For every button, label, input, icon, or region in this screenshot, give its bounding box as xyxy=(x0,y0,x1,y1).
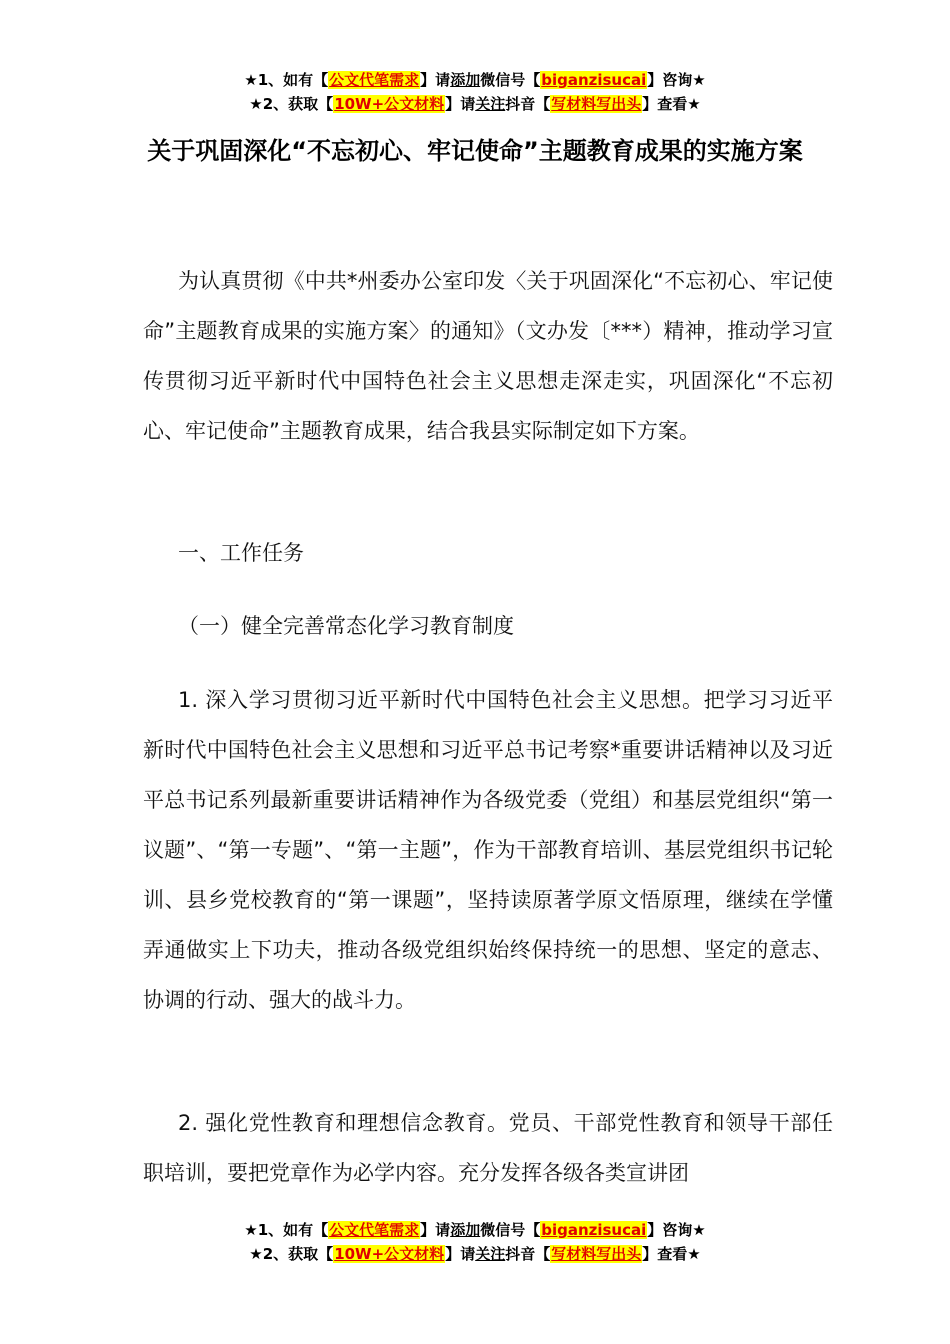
bottom-banner xyxy=(0,1218,950,1266)
banner-line-2 xyxy=(0,92,950,116)
banner-text: ★1、如有【 xyxy=(244,71,329,89)
banner-text: ★2、获取【 xyxy=(249,95,334,113)
section-heading: 一、工作任务 xyxy=(178,541,304,565)
banner-text: 】查看★ xyxy=(642,95,701,113)
banner-text: 微信号【 xyxy=(480,1221,541,1239)
banner-text: 】请 xyxy=(445,1245,476,1263)
banner-text: 】查看★ xyxy=(642,1245,701,1263)
banner-underline: 添加 xyxy=(450,1221,481,1239)
banner-text: ★1、如有【 xyxy=(244,1221,329,1239)
banner-text: 抖音【 xyxy=(505,1245,551,1263)
item-paragraph-1: 1. 深入学习贯彻习近平新时代中国特色社会主义思想。把学习习近平新时代中国特色社会主义思想和习近平总书记考察*重要讲话精神以及习近平总书记系列最新重要讲话精神作为各级党委（党组）和基层党组织“第一议题”、“第一专题”、“第一主题”，作为干部教育培训、基层党组织书记轮训、县乡党校教育的“第一课题”，坚持读原著学原文悟原理，继续在学懂弄通做实上下功夫，推动各级党组织始终保持统一的思想、坚定的意志、协调的行动、强大的战斗力。 xyxy=(143,688,833,1012)
banner-highlight: 10W+公文材料 xyxy=(334,95,445,113)
banner-text: 】请 xyxy=(420,71,451,89)
banner-text: 抖音【 xyxy=(505,95,551,113)
banner-highlight: 写材料写出头 xyxy=(551,95,642,113)
banner-highlight: 公文代笔需求 xyxy=(329,71,420,89)
banner-text: 微信号【 xyxy=(480,71,541,89)
intro-paragraph: 为认真贯彻《中共*州委办公室印发〈关于巩固深化“不忘初心、牢记使命”主题教育成果的实施方案〉的通知》（文办发〔***）精神，推动学习宣传贯彻习近平新时代中国特色社会主义思想走深走实，巩固深化“不忘初心、牢记使命”主题教育成果，结合我县实际制定如下方案。 xyxy=(143,269,833,443)
banner-text: 】请 xyxy=(420,1221,451,1239)
item-paragraph-2: 2. 强化党性教育和理想信念教育。党员、干部党性教育和领导干部任职培训，要把党章作为必学内容。充分发挥各级各类宣讲团 xyxy=(143,1111,833,1185)
banner-text: 】请 xyxy=(445,95,476,113)
top-banner xyxy=(0,68,950,116)
banner-text: 】咨询★ xyxy=(647,71,706,89)
banner-highlight: 10W+公文材料 xyxy=(334,1245,445,1263)
banner-line-1 xyxy=(0,68,950,92)
banner-line-1 xyxy=(0,1218,950,1242)
banner-underline: 关注 xyxy=(475,95,506,113)
subsection-heading: （一）健全完善常态化学习教育制度 xyxy=(178,614,514,638)
banner-highlight: biganzisucai xyxy=(541,71,647,89)
banner-highlight: biganzisucai xyxy=(541,1221,647,1239)
banner-text: 】咨询★ xyxy=(647,1221,706,1239)
banner-line-2 xyxy=(0,1242,950,1266)
banner-highlight: 公文代笔需求 xyxy=(329,1221,420,1239)
banner-text: ★2、获取【 xyxy=(249,1245,334,1263)
banner-underline: 关注 xyxy=(475,1245,506,1263)
document-title: 关于巩固深化“不忘初心、牢记使命”主题教育成果的实施方案 xyxy=(147,137,803,165)
banner-highlight: 写材料写出头 xyxy=(551,1245,642,1263)
banner-underline: 添加 xyxy=(450,71,481,89)
